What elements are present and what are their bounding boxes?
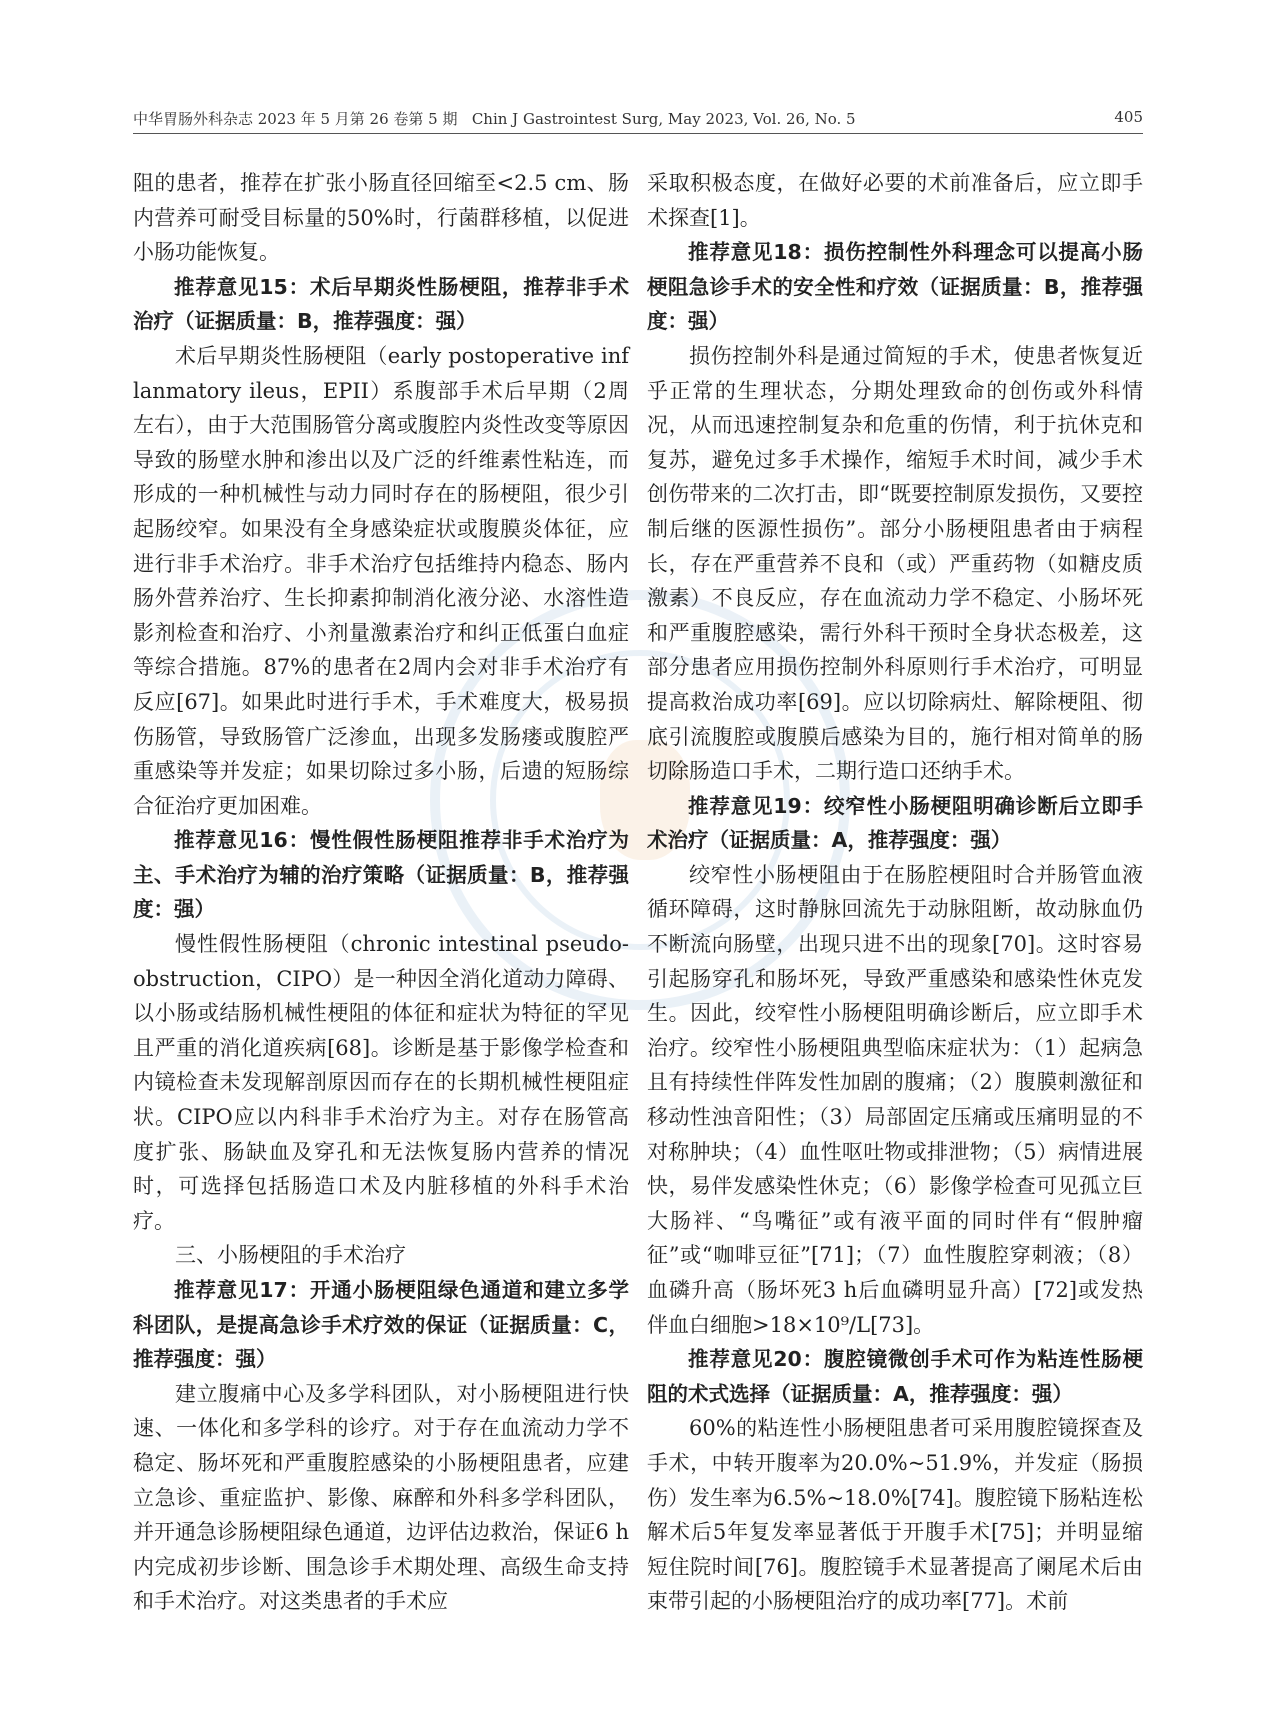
page-number: 405 bbox=[1114, 108, 1143, 126]
recommendation-19: 推荐意见19：绞窄性小肠梗阻明确诊断后立即手术治疗（证据质量：A，推荐强度：强） bbox=[647, 793, 1143, 853]
paragraph: 绞窄性小肠梗阻由于在肠腔梗阻时合并肠管血液循环障碍，这时静脉回流先于动脉阻断，故动脉血仍不断流向肠壁，出现只进不出的现象[70]。这时容易引起肠穿孔和肠坏死，导致严重感染和感染性休克发生。因此，绞窄性小肠梗阻明确诊断后，应立即手术治疗。绞窄性小肠梗阻典型临床症状为：（1）起病急且有持续性伴阵发性加剧的腹痛；（2）腹膜刺激征和移动性浊音阳性；（3）局部固定压痛或压痛明显的不对称肿块；（4）血性呕吐物或排泄物；（5）病情进展快，易伴发感染性休克；（6）影像学检查可见孤立巨大肠袢、“鸟嘴征”或有液平面的同时伴有“假肿瘤征”或“咖啡豆征”[71]；（7）血性腹腔穿刺液；（8）血磷升高（肠坏死3 h后血磷明显升高）[72]或发热伴血白细胞>18×10⁹/L[73]。 bbox=[647, 862, 1143, 1337]
paragraph: 采取积极态度，在做好必要的术前准备后，应立即手术探查[1]。 bbox=[647, 171, 1143, 230]
left-column bbox=[133, 166, 629, 1619]
paragraph: 建立腹痛中心及多学科团队，对小肠梗阻进行快速、一体化和多学科的诊疗。对于存在血流动力学不稳定、肠坏死和严重腹腔感染的小肠梗阻患者，应建立急诊、重症监护、影像、麻醉和外科多学科团队，并开通急诊肠梗阻绿色通道，边评估边救治，保证6 h内完成初步诊断、围急诊手术期处理、高级生命支持和手术治疗。对这类患者的手术应 bbox=[133, 1381, 629, 1614]
recommendation-18: 推荐意见18：损伤控制性外科理念可以提高小肠梗阻急诊手术的安全性和疗效（证据质量：B，推荐强度：强） bbox=[647, 240, 1143, 334]
journal-title-cn: 中华胃肠外科杂志 2023 年 5 月第 26 卷第 5 期 bbox=[133, 110, 458, 128]
recommendation-17: 推荐意见17：开通小肠梗阻绿色通道和建立多学科团队，是提高急诊手术疗效的保证（证据质量：C，推荐强度：强） bbox=[133, 1278, 629, 1372]
section-heading: 三、小肠梗阻的手术治疗 bbox=[175, 1243, 406, 1268]
paragraph: 损伤控制外科是通过简短的手术，使患者恢复近乎正常的生理状态，分期处理致命的创伤或外科情况，从而迅速控制复杂和危重的伤情，利于抗休克和复苏，避免过多手术操作，缩短手术时间，减少手术创伤带来的二次打击，即“既要控制原发损伤，又要控制后继的医源性损伤”。部分小肠梗阻患者由于病程长，存在严重营养不良和（或）严重药物（如糖皮质激素）不良反应，存在血流动力学不稳定、小肠坏死和严重腹腔感染，需行外科干预时全身状态极差，这部分患者应用损伤控制外科原则行手术治疗，可明显提高救治成功率[69]。应以切除病灶、解除梗阻、彻底引流腹腔或腹膜后感染为目的，施行相对简单的肠切除肠造口手术，二期行造口还纳手术。 bbox=[647, 343, 1143, 784]
recommendation-15: 推荐意见15：术后早期炎性肠梗阻，推荐非手术治疗（证据质量：B，推荐强度：强） bbox=[133, 274, 629, 334]
journal-citation bbox=[133, 108, 856, 129]
paragraph: 60%的粘连性小肠梗阻患者可采用腹腔镜探查及手术，中转开腹率为20.0%~51.9%，并发症（肠损伤）发生率为6.5%~18.0%[74]。腹腔镜下肠粘连松解术后5年复发率显著低于开腹手术[75]；并明显缩短住院时间[76]。腹腔镜手术显著提高了阑尾术后由束带引起的小肠梗阻治疗的成功率[77]。术前 bbox=[647, 1416, 1143, 1614]
running-header bbox=[133, 108, 1143, 130]
paragraph: 阻的患者，推荐在扩张小肠直径回缩至<2.5 cm、肠内营养可耐受目标量的50%时，行菌群移植，以促进小肠功能恢复。 bbox=[133, 171, 629, 265]
header-rule bbox=[133, 133, 1143, 134]
right-column bbox=[647, 166, 1143, 1619]
paragraph: 慢性假性肠梗阻（chronic intestinal pseudo-obstruction，CIPO）是一种因全消化道动力障碍、以小肠或结肠机械性梗阻的体征和症状为特征的罕见且严重的消化道疾病[68]。诊断是基于影像学检查和内镜检查未发现解剖原因而存在的长期机械性梗阻症状。CIPO应以内科非手术治疗为主。对存在肠管高度扩张、肠缺血及穿孔和无法恢复肠内营养的情况时，可选择包括肠造口术及内脏移植的外科手术治疗。 bbox=[133, 932, 629, 1233]
recommendation-20: 推荐意见20：腹腔镜微创手术可作为粘连性肠梗阻的术式选择（证据质量：A，推荐强度：强） bbox=[647, 1347, 1143, 1406]
journal-title-en: Chin J Gastrointest Surg, May 2023, Vol. 26, No. 5 bbox=[471, 110, 856, 128]
recommendation-16: 推荐意见16：慢性假性肠梗阻推荐非手术治疗为主、手术治疗为辅的治疗策略（证据质量：B，推荐强度：强） bbox=[133, 828, 629, 922]
paragraph: 术后早期炎性肠梗阻（early postoperative inflanmatory ileus，EPII）系腹部手术后早期（2周左右），由于大范围肠管分离或腹腔内炎性改变等原因导致的肠壁水肿和渗出以及广泛的纤维素性粘连，而形成的一种机械性与动力同时存在的肠梗阻，很少引起肠绞窄。如果没有全身感染症状或腹膜炎体征，应进行非手术治疗。非手术治疗包括维持内稳态、肠内肠外营养治疗、生长抑素抑制消化液分泌、水溶性造影剂检查和治疗、小剂量激素治疗和纠正低蛋白血症等综合措施。87%的患者在2周内会对非手术治疗有反应[67]。如果此时进行手术，手术难度大，极易损伤肠管，导致肠管广泛渗血，出现多发肠瘘或腹腔严重感染等并发症；如果切除过多小肠，后遗的短肠综合征治疗更加困难。 bbox=[133, 343, 629, 818]
